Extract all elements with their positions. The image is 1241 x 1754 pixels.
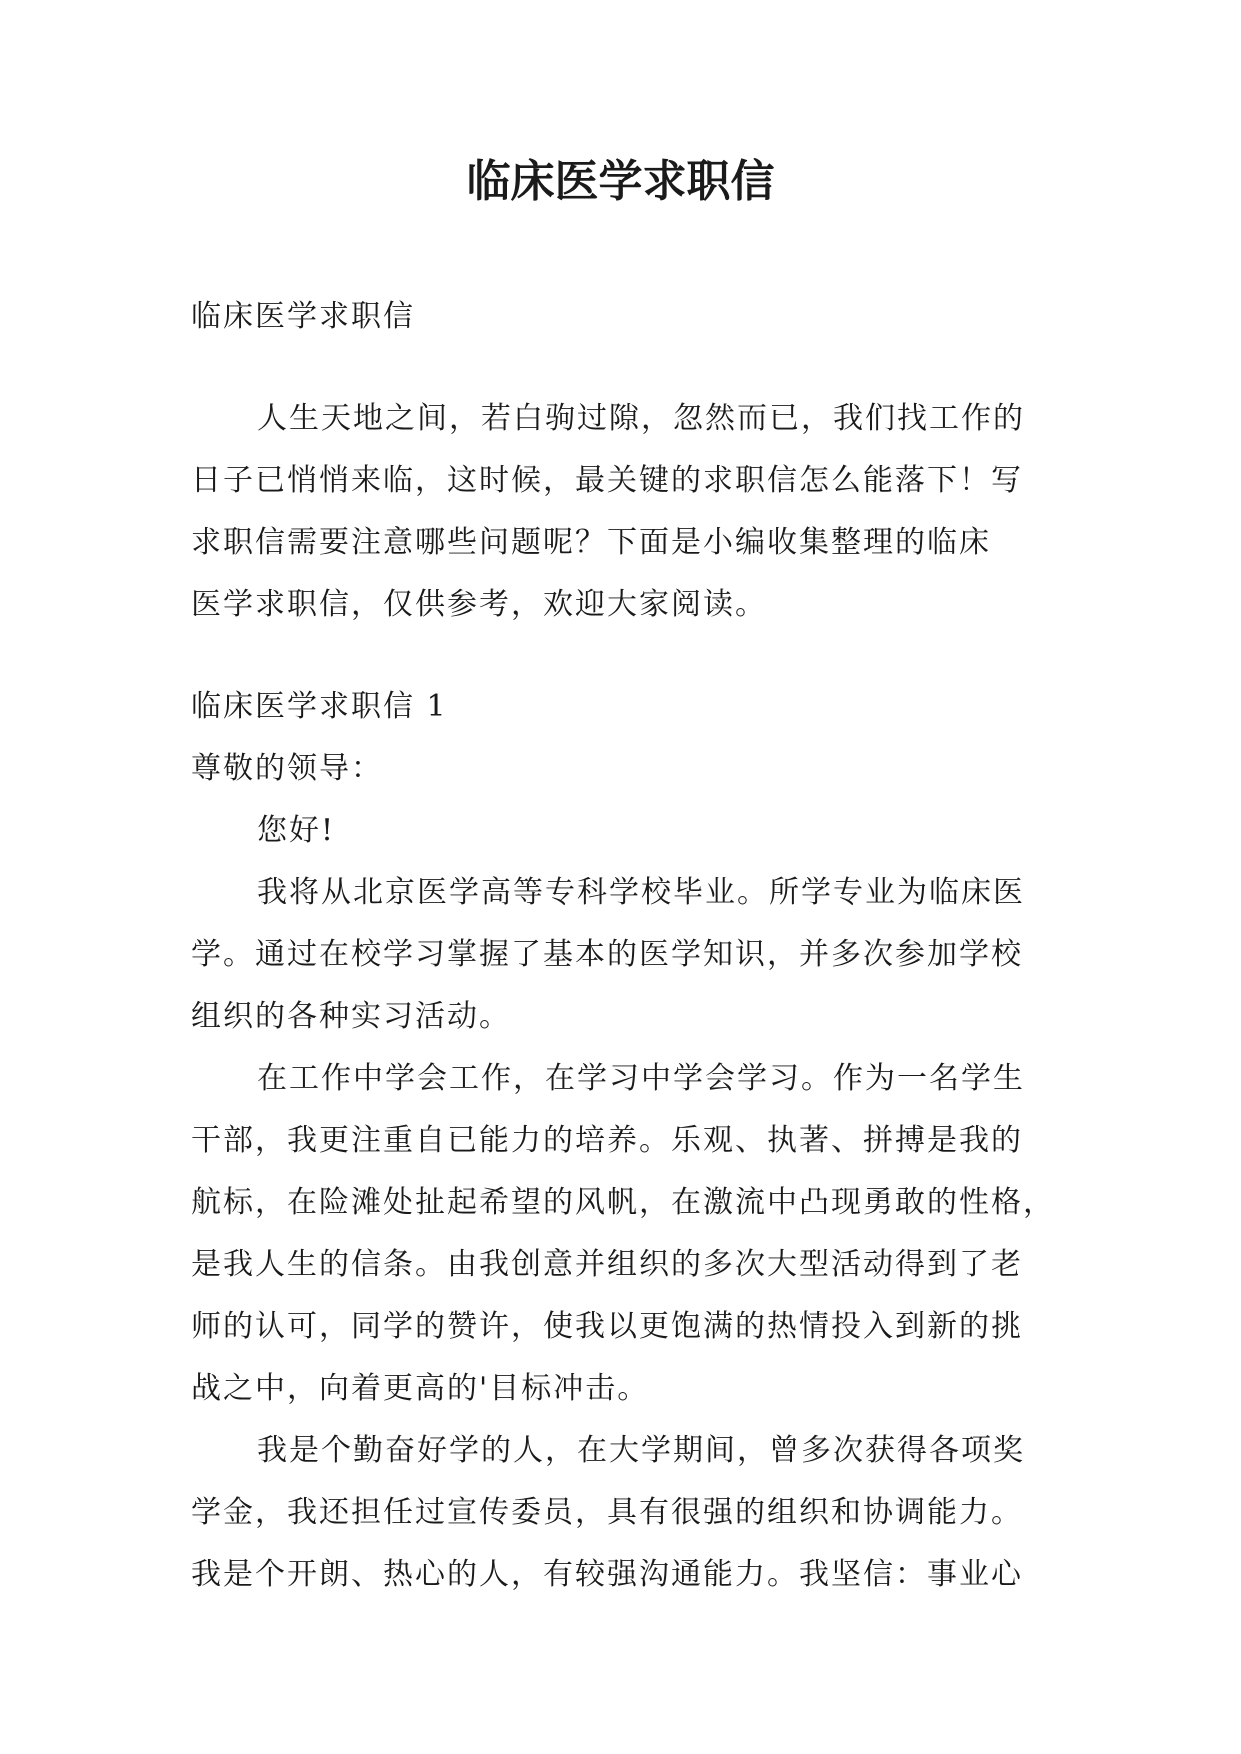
paragraph-line: 日子已悄悄来临，这时候，最关键的求职信怎么能落下！写 — [191, 463, 1023, 498]
document-title: 临床医学求职信 — [466, 156, 775, 207]
greeting: 您好! — [257, 813, 336, 848]
paragraph-line: 组织的各种实习活动。 — [191, 999, 511, 1034]
paragraph-line: 是我人生的信条。由我创意并组织的多次大型活动得到了老 — [191, 1247, 1023, 1282]
section-heading: 临床医学求职信 1 — [191, 689, 448, 724]
document-subtitle: 临床医学求职信 — [191, 299, 415, 334]
salutation: 尊敬的领导： — [191, 751, 383, 786]
paragraph-line: 人生天地之间，若白驹过隙，忽然而已，我们找工作的 — [257, 401, 1025, 436]
paragraph-line: 我将从北京医学高等专科学校毕业。所学专业为临床医 — [257, 875, 1025, 910]
paragraph-line: 干部，我更注重自已能力的培养。乐观、执著、拼搏是我的 — [191, 1123, 1023, 1158]
body-paragraph-3 — [191, 1420, 1071, 1606]
paragraph-line: 战之中，向着更高的'目标冲击。 — [191, 1371, 650, 1406]
intro-paragraph — [191, 388, 1071, 636]
paragraph-line: 航标，在险滩处扯起希望的风帆，在激流中凸现勇敢的性格， — [191, 1185, 1055, 1220]
paragraph-line: 求职信需要注意哪些问题呢？下面是小编收集整理的临床 — [191, 525, 991, 560]
paragraph-line: 师的认可，同学的赞许，使我以更饱满的热情投入到新的挑 — [191, 1309, 1023, 1344]
paragraph-line: 医学求职信，仅供参考，欢迎大家阅读。 — [191, 587, 767, 622]
paragraph-line: 学金，我还担任过宣传委员，具有很强的组织和协调能力。 — [191, 1495, 1023, 1530]
document-body — [191, 286, 1071, 1606]
paragraph-line: 在工作中学会工作，在学习中学会学习。作为一名学生 — [257, 1061, 1025, 1096]
paragraph-line: 学。通过在校学习掌握了基本的医学知识，并多次参加学校 — [191, 937, 1023, 972]
body-paragraph-2 — [191, 1048, 1071, 1420]
paragraph-line: 我是个勤奋好学的人，在大学期间，曾多次获得各项奖 — [257, 1433, 1025, 1468]
body-paragraph-1 — [191, 862, 1071, 1048]
paragraph-line: 我是个开朗、热心的人，有较强沟通能力。我坚信：事业心 — [191, 1557, 1023, 1592]
